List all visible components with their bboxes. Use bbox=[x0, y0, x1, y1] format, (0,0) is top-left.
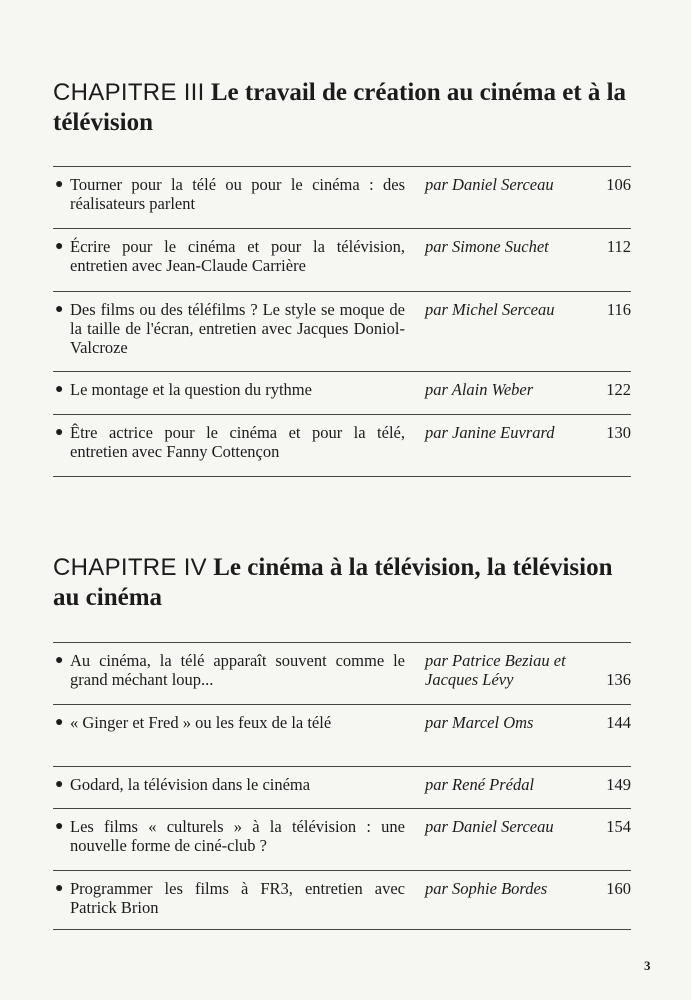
entry-page: 112 bbox=[606, 237, 631, 256]
chapter-name: Le cinéma à la télévision, la télévision au cinéma bbox=[53, 554, 613, 611]
toc-entry bbox=[53, 229, 631, 292]
entry-author: par Janine Euvrard bbox=[425, 423, 555, 442]
entry-title: Au cinéma, la télé apparaît souvent comme le grand méchant loup... bbox=[70, 651, 405, 689]
bullet-icon: ● bbox=[55, 302, 64, 317]
toc-entry bbox=[53, 705, 631, 767]
bullet-icon: ● bbox=[55, 715, 64, 730]
entry-title: « Ginger et Fred » ou les feux de la télé bbox=[70, 713, 332, 732]
entry-title: Être actrice pour le cinéma et pour la télé, entretien avec Fanny Cottençon bbox=[70, 423, 405, 461]
bullet-icon: ● bbox=[55, 177, 64, 192]
entry-page: 149 bbox=[606, 775, 631, 794]
entry-page: 106 bbox=[606, 175, 631, 194]
entry-author: par Sophie Bordes bbox=[425, 879, 548, 898]
toc-entry bbox=[53, 871, 631, 930]
entry-author: par Alain Weber bbox=[425, 380, 534, 399]
entry-author: par Simone Suchet bbox=[425, 237, 549, 256]
chapter-label: CHAPITRE III bbox=[53, 79, 205, 106]
entry-author: par Daniel Serceau bbox=[425, 817, 554, 836]
bullet-icon: ● bbox=[55, 239, 64, 254]
toc-list bbox=[53, 642, 631, 930]
bullet-icon: ● bbox=[55, 881, 64, 896]
entry-page: 144 bbox=[606, 713, 631, 732]
toc-entry bbox=[53, 372, 631, 415]
toc-entry bbox=[53, 643, 631, 705]
toc-entry bbox=[53, 167, 631, 229]
entry-title: Tourner pour la télé ou pour le cinéma : des réalisateurs parlent bbox=[70, 175, 405, 213]
entry-page: 130 bbox=[606, 423, 631, 442]
entry-page: 122 bbox=[606, 380, 631, 399]
entry-title: Les films « culturels » à la télévision : une nouvelle forme de ciné-club ? bbox=[70, 817, 405, 855]
entry-title: Écrire pour le cinéma et pour la télévision, entretien avec Jean-Claude Carrière bbox=[70, 237, 405, 275]
entry-page: 136 bbox=[606, 670, 631, 689]
toc-entry bbox=[53, 292, 631, 372]
entry-author: par Daniel Serceau bbox=[425, 175, 554, 194]
entry-title: Le montage et la question du rythme bbox=[70, 380, 312, 399]
entry-author: par Michel Serceau bbox=[425, 300, 555, 319]
chapter-title bbox=[53, 553, 631, 613]
bullet-icon: ● bbox=[55, 653, 64, 668]
toc-entry bbox=[53, 809, 631, 871]
entry-author: par Patrice Beziau et Jacques Lévy bbox=[425, 651, 566, 689]
toc-entry bbox=[53, 767, 631, 809]
chapter-title bbox=[53, 78, 631, 138]
bullet-icon: ● bbox=[55, 382, 64, 397]
chapter-name: Le travail de création au cinéma et à la télévision bbox=[53, 79, 627, 136]
entry-author: par Marcel Oms bbox=[425, 713, 534, 732]
entry-author: par René Prédal bbox=[425, 775, 535, 794]
entry-title: Programmer les films à FR3, entretien avec Patrick Brion bbox=[70, 879, 405, 917]
entry-page: 160 bbox=[606, 879, 631, 898]
chapter-label: CHAPITRE IV bbox=[53, 554, 207, 581]
toc-list bbox=[53, 166, 631, 477]
entry-title: Godard, la télévision dans le cinéma bbox=[70, 775, 311, 794]
entry-page: 116 bbox=[606, 300, 631, 319]
toc-entry bbox=[53, 415, 631, 477]
page-number: 3 bbox=[644, 958, 651, 973]
chapter-heading bbox=[53, 78, 631, 138]
bullet-icon: ● bbox=[55, 777, 64, 792]
entry-page: 154 bbox=[606, 817, 631, 836]
bullet-icon: ● bbox=[55, 425, 64, 440]
bullet-icon: ● bbox=[55, 819, 64, 834]
entry-title: Des films ou des téléfilms ? Le style se moque de la taille de l'écran, entretien avec Jacques Doniol-Valcroze bbox=[70, 300, 405, 357]
chapter-heading bbox=[53, 553, 631, 613]
